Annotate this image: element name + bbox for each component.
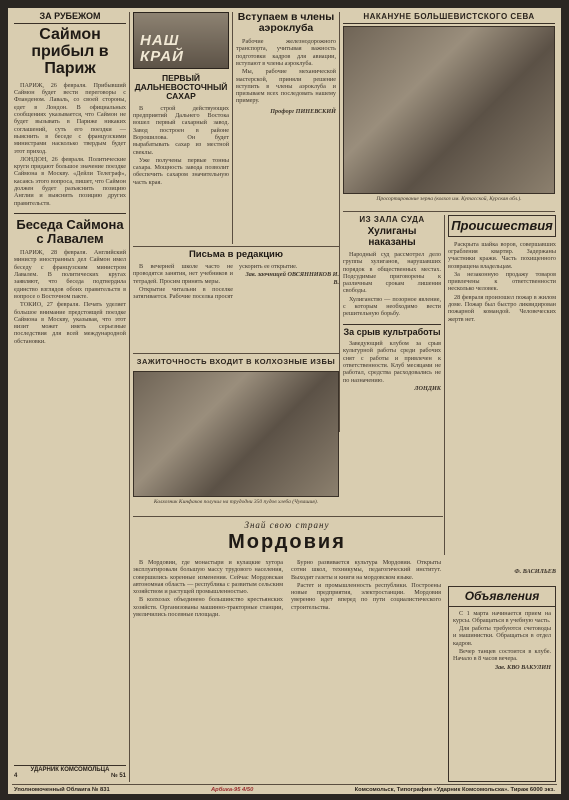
sowing-photo-block (343, 12, 555, 208)
letters-header: Письма в редакцию (188, 250, 284, 260)
footer-left: Уполномоченный Облаига № 831 (14, 787, 110, 793)
paragraph: Уже получены первые тонны сахара. Мощность завода позволит обеспечить сахаром значительную часть края. (133, 156, 229, 186)
court-kicker: ИЗ ЗАЛА СУДА (359, 215, 425, 224)
paragraph: ПАРИЖ, 28 февраля. Английский министр иностранных дел Саймон имел беседу с французским министром Лавалем. В политических кругах заявляют, что беседа подтвердила единство взглядов обоих правительств в вопросе о Восточном пакте. (14, 249, 126, 300)
paragraph: Мы, рабочие механической мастерской, приняли решение вступить в члены аэроклуба и призываем всех последовать нашему примеру. (236, 68, 336, 105)
feature-text-right (291, 559, 441, 619)
paragraph: Заведующий клубом за срыв культурной работы среди рабочих снят с работы и привлечен к ответственности. Клуб месяцами не работал, средства расходовались не по назначению. (343, 340, 441, 384)
letters-block (133, 250, 339, 350)
page-footer (14, 786, 555, 794)
paragraph: ТОКИО, 27 февраля. Печать уделяет большое внимание предстоящей поездке Саймона в Москву, указывая, что этот визит может иметь серьезные последствия для всей международной обстановки. (14, 301, 126, 345)
section-rule (133, 516, 443, 517)
headline-aeroclub: Вступаем в члены аэроклуба (237, 12, 335, 35)
paragraph: Рабочие железнодорожного транспорта, учитывая важность подготовки кадров для авиации, вступают в члены аэроклуба. (236, 38, 336, 67)
photo-header: НАКАНУНЕ БОЛЬШЕВИСТСКОГО СЕВА (343, 12, 555, 24)
column-rule (129, 12, 130, 782)
ad-item: С 1 марта начинается прием на курсы. Обращаться в учебную часть. (453, 609, 551, 624)
feature-kicker: Знай свою страну (244, 520, 330, 530)
column-rule (339, 12, 340, 432)
story-simon-paris (14, 82, 126, 207)
logo-text: НАШ КРАЙ (140, 32, 184, 65)
story-simon-laval (14, 249, 126, 345)
prosperity-caption: Колхозник Кинфаков получил на трудодни 350 пудов хлеба (Чувашия). (153, 499, 319, 505)
masthead-footer (14, 765, 126, 784)
section-kicker: ЗА РУБЕЖОМ (14, 12, 126, 24)
paragraph: ПАРИЖ, 26 февраля. Прибывший Саймон будет вести переговоры с Фланденом. Лаваль, со своей стороны, едет в Лондон. В официальных сообщениях указывается, что Саймон не будет вызывать в Париже никаких соглашений, суть его поездки — выяснить в беседе с французскими министрами насколько твердым будет этот приход. (14, 81, 126, 155)
paragraph: Растет и промышленность республики. Построены новые предприятия, электростанции. Мордовия уверенно идет вперед по пути социалистического строительства. (291, 581, 441, 611)
page-number: 4 (14, 773, 18, 779)
prosperity-photo-block (133, 357, 339, 512)
ads-text (449, 607, 555, 675)
footer-right: Комсомольск, Типография «Ударник Комсомольска». Тираж 6000 экз. (354, 787, 555, 793)
paragraph: В вечерней школе часто не проводятся занятия, нет учебников и тетрадей. Просим принять меры. (133, 262, 233, 285)
collective-farm-photo (133, 371, 339, 497)
paragraph: 28 февраля произошел пожар в жилом доме. Пожар был быстро ликвидирован пожарной командой. Человеческих жертв нет. (448, 293, 556, 323)
ad-item: Для работы требуются счетоводы и машинистки. Обращаться в отдел кадров. (453, 625, 551, 647)
story-far-east-sugar (133, 105, 229, 186)
column-rule (444, 215, 445, 555)
column-rule (232, 12, 233, 244)
court-column (343, 215, 441, 545)
footer-rule (12, 784, 557, 785)
archive-stamp: Арбика-95 4/50 (210, 787, 254, 793)
ads-header: Объявления (449, 587, 555, 607)
section-rule (133, 353, 339, 354)
prosperity-header: ЗАЖИТОЧНОСТЬ ВХОДИТ В КОЛХОЗНЫЕ ИЗБЫ (136, 357, 336, 366)
paragraph: Хулиганство — позорное явление, с которым необходимо вести решительную борьбу. (343, 295, 441, 318)
paragraph: Бурно развивается культура Мордовии. Открыты сотни школ, техникумы, педагогический институт. Выходят газеты и книги на мордовском языке. (291, 559, 441, 581)
signature: ЛОНДИК (414, 384, 441, 392)
headline-simon-laval: Беседа Саймона с Лавалем (14, 213, 126, 245)
paper-name: УДАРНИК КОМСОМОЛЬЦА (30, 767, 110, 773)
story-hooligans (343, 251, 441, 318)
paragraph: Открытие читальни в поселке затягивается. Рабочие поселка просят ускорить ее открытие. (133, 262, 298, 301)
headline-simon-paris: Саймон прибыл в Париж (31, 26, 109, 78)
headline-mordovia: Мордовия (228, 531, 346, 553)
headline-incidents: Происшествия (448, 215, 556, 237)
foreign-news-column (14, 12, 126, 767)
logo-nash-krai (133, 12, 229, 69)
signature: Зав. заочницей ОВСЯННИКОВ И. В. (245, 271, 339, 286)
story-incidents (448, 241, 556, 323)
our-region-column (133, 12, 229, 244)
paragraph: В строй действующих предприятий Дальнего Востока вошел первый сахарный завод. Завод построен в районе Ворошилова. Он будет вырабатывать сахар из местной свеклы. (133, 104, 229, 156)
ads-block (448, 586, 556, 782)
headline-far-east-sugar: ПЕРВЫЙ ДАЛЬНЕВОСТОЧНЫЙ САХАР (134, 73, 228, 101)
paragraph: В колхозах объединено большинство крестьянских хозяйств. Организованы машинно-тракторные станции, увеличились посевные площади. (133, 596, 283, 619)
paragraph: В Мордовии, где монастыри и кулацкие хутора эксплуатировали большую массу трудового населения, совершились коренные изменения. Сейчас Мордовская автономная область — республика с развитым сельским хозяйством и растущей промышленностью. (133, 559, 283, 596)
aeroclub-column (236, 12, 336, 244)
sowing-photo (343, 26, 555, 194)
story-culture-work (343, 340, 441, 384)
issue-number: № 51 (110, 773, 126, 779)
photo-caption: Просортирование зерна (колхоз им. Кутасской, Курская обл.). (376, 196, 522, 202)
ad-item: Вечер танцев состоится в клубе. Начало в 8 часов вечера. (453, 648, 551, 663)
headline-culture-work: За срыв культработы (343, 324, 441, 337)
headline-hooligans: Хулиганы наказаны (367, 226, 417, 248)
feature-text-left (133, 559, 283, 619)
signature: Зав. КВО ВАКУЛИН (494, 663, 551, 671)
signature: Профорг ПИНЕВСКИЙ (270, 107, 336, 115)
signature: Ф. ВАСИЛЬЕВ (514, 568, 556, 575)
section-rule (343, 211, 555, 212)
letters-text (133, 263, 339, 300)
incidents-column (448, 215, 556, 555)
mordovia-feature (133, 520, 441, 782)
paragraph: ЛОНДОН, 26 февраля. Политические круги придают большое значение поездке Саймона в Москву. «Дейли Телеграф», касаясь этого вопроса, пишет, что Саймон должен будет разъяснить позицию Англии и выяснить позицию других правительств. (14, 155, 126, 207)
newspaper-page (8, 8, 561, 794)
section-rule (133, 246, 339, 247)
story-aeroclub (236, 38, 336, 105)
paragraph: Раскрыта шайка воров, совершавших ограбления квартир. Задержаны участники кражи. Часть похищенного возвращена владельцам. (448, 240, 556, 270)
paragraph: За незаконную продажу товаров привлечены к ответственности несколько человек. (448, 270, 556, 293)
paragraph: Народный суд рассмотрел дело группы хулиганов, нарушавших порядок в общественных местах. Подсудимые приговорены к различным срокам лишения свободы. (343, 251, 441, 295)
incidents-signature-block (448, 568, 556, 580)
